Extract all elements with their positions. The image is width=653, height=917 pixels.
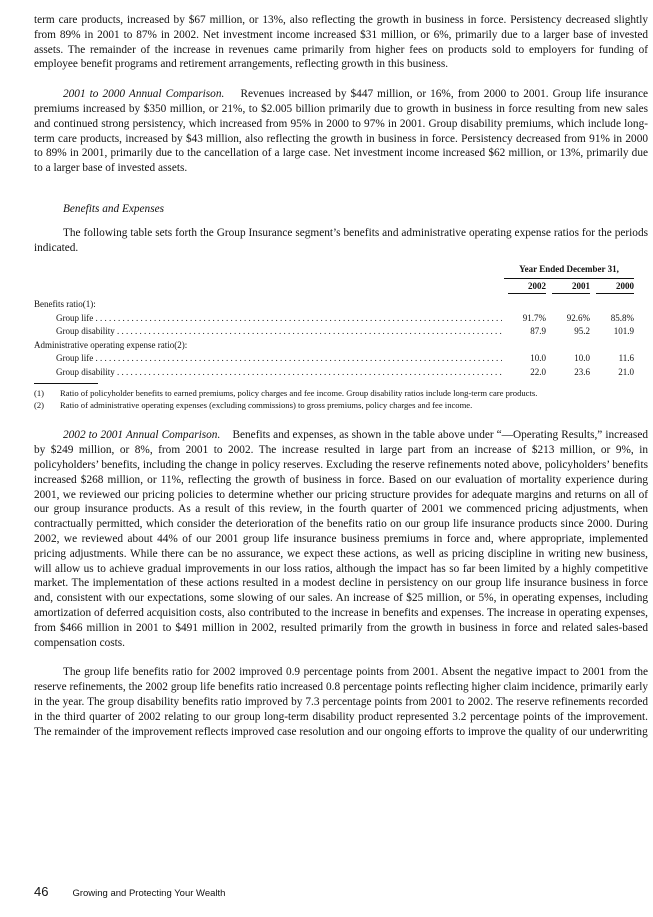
table-group-row	[34, 298, 648, 312]
table-cell: 10.0	[574, 353, 590, 364]
footnote-mark: (2)	[34, 400, 45, 411]
table-row-label: Group disability . . .	[34, 325, 502, 339]
table-cell: 101.9	[613, 326, 634, 337]
table-cell: 11.6	[618, 353, 634, 364]
table-years-row	[34, 280, 648, 295]
paragraph-lead-in: 2001 to 2000 Annual Comparison.	[63, 88, 225, 101]
ratio-table	[34, 263, 648, 411]
table-cell: 95.2	[574, 326, 590, 337]
table-cell: 22.0	[530, 366, 546, 377]
paragraph-table-intro: The following table sets forth the Group Insurance segment’s benefits and administrative operating expense ratios for the periods indicated.	[34, 226, 648, 254]
paragraph-lead-in: 2002 to 2001 Annual Comparison.	[63, 429, 221, 442]
table-period-header: Year Ended December 31,	[504, 263, 634, 279]
page-number: 46	[34, 884, 49, 899]
table-cell: 85.8%	[610, 312, 634, 323]
table-cell: 23.6	[574, 366, 590, 377]
footnote	[34, 399, 648, 411]
document-page	[34, 13, 648, 739]
footnote-text: Ratio of administrative operating expenses (excluding commissions) to gross premiums, policy charges and fee income.	[60, 400, 473, 411]
table-row	[34, 312, 648, 326]
table-row	[34, 352, 648, 366]
footnote	[34, 387, 648, 399]
year-column-header: 2000	[596, 280, 634, 295]
table-row	[34, 325, 648, 339]
year-column-header: 2002	[508, 280, 546, 295]
footnote-rule	[34, 383, 98, 384]
paragraph-2001-2000-comparison	[34, 87, 648, 176]
table-cell: 92.6%	[566, 312, 590, 323]
table-cell: 21.0	[618, 366, 634, 377]
table-header-row	[34, 263, 648, 279]
paragraph-2002-2001-comparison	[34, 428, 648, 650]
table-row-label: Group life . . .	[34, 352, 502, 366]
year-column-header: 2001	[552, 280, 590, 295]
table-group-row	[34, 339, 648, 353]
table-group-label: Administrative operating expense ratio(2):	[34, 339, 188, 350]
table-cell: 10.0	[530, 353, 546, 364]
paragraph-revenues-continued: term care products, increased by $67 million, or 13%, also reflecting the growth in business in force. Persistency decreased slightly from 89% in 2001 to 87% in 2002. Net investment income increased $31 million, or 6%, primarily due to a larger base of invested assets. The remainder of the increase in revenues came primarily from higher fees on products sold to employers for funding of employee benefit programs and retirement arrangements, reflecting growth in this business.	[34, 14, 648, 71]
footnote-mark: (1)	[34, 388, 45, 399]
table-group-label: Benefits ratio(1):	[34, 299, 96, 310]
table-row-label: Group disability . . .	[34, 366, 502, 380]
page-footer	[34, 884, 225, 899]
table-cell: 87.9	[530, 326, 546, 337]
table-cell: 91.7%	[522, 312, 546, 323]
section-heading-benefits-expenses: Benefits and Expenses	[63, 202, 165, 215]
footnote-text: Ratio of policyholder benefits to earned premiums, policy charges and fee income. Group disability ratios include long-term care products.	[60, 388, 538, 399]
paragraph-benefits-ratio: The group life benefits ratio for 2002 improved 0.9 percentage points from 2001. Absent the negative impact to 2001 from the reserve refinements, the 2002 group life benefits ratio increased 0.8 percentage points reflecting higher claim incidence, primarily early in the year. The group disability benefits ratio improved by 7.3 percentage points from 2001 to 2002. The reserve refinements recorded in the third quarter of 2002 relating to our group long-term disability product represented 3.2 percentage points of the improvement. The remainder of the improvement reflects improved case resolution and our ongoing efforts to improve the quality of our underwriting	[34, 666, 648, 738]
running-title: Growing and Protecting Your Wealth	[72, 888, 226, 899]
table-row-label: Group life . . .	[34, 312, 502, 326]
paragraph-text: Revenues increased by $447 million, or 16%, from 2000 to 2001. Group life insurance premiums increased by $350 million, or 21%, to $2.005 billion primarily due to growth in business in force resulting from new sales and continued strong persistency, which increased from 95% in 2000 to 97% in 2001. Group disability premiums, which include long-term care products, increased by $43 million, also reflecting the growth in business in force. Persistency decreased from 91% in 2000 to 89% in 2001, primarily due to the cancellation of a large case. Net investment income increased $62 million, or 13%, primarily due to a larger base of invested assets.	[34, 88, 648, 175]
paragraph-text: Benefits and expenses, as shown in the table above under “—Operating Results,” increased by $249 million, or 8%, from 2001 to 2002. The increase resulted in large part from an increase of $213 million, or 9%, in policyholders’ benefits, including the change in policy reserves. Excluding the reserve refinements noted above, policyholders’ benefits increased $268 million, or 11%, reflecting the growth of business in force. Based on our evaluation of mortality experience during 2001, we reviewed our pricing policies to determine whether our pricing structure provides for adequate margins and returns on all of our group insurance products. As a result of this review, in the fourth quarter of 2001 we commenced pricing adjustments, when contractually permitted, which consider the deterioration of the benefits ratio on our group life insurance products since 2000. During 2002, we reviewed about 44% of our 2001 group life insurance business premiums in force and, where appropriate, implemented pricing adjustments. While there can be no assurance, we expect these actions, as well as pricing discipline in writing new business, will allow us to achieve gradual improvements in our loss ratios, although the impact has so far been limited by a highly competitive market. The implementation of these actions resulted in a modest decline in persistency on our group life insurance business in force and, consistent with our expectations, some slowing of our sales. An increase of $25 million, or 5%, in operating expenses, including amortization of deferred acquisition costs, also contributed to the increase in benefits and expenses. The increase in operating expenses, from $466 million in 2001 to $491 million in 2002, resulted primarily from the growth in business in force and related sales-based compensation costs.	[34, 429, 648, 649]
table-row	[34, 366, 648, 380]
